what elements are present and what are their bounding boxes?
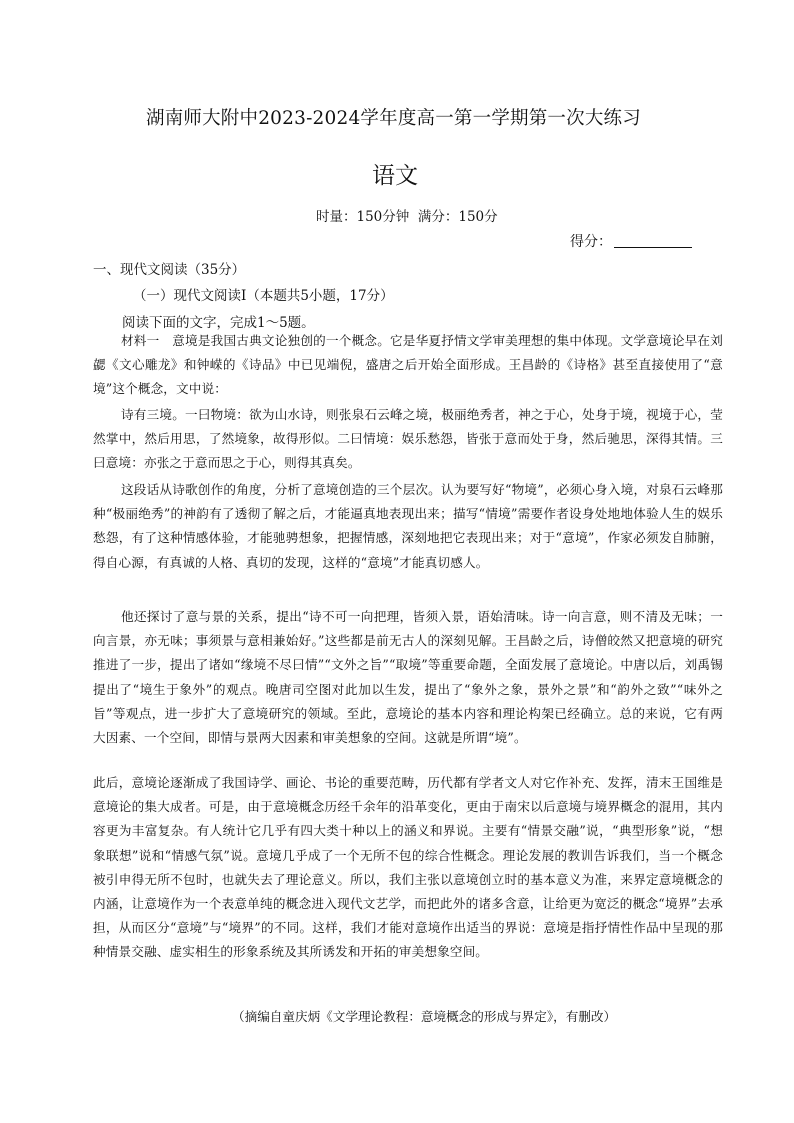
passage-paragraph-4: 他还探讨了意与景的关系，提出“诗不可一向把理，皆须入景，语始清味。诗一向言意，则不清及无味；一向言景，亦无味；事须景与意相兼始好。”这些都是前无古人的深刻见解。王昌龄之后，诗僧皎然又把意境的研究推进了一步，提出了诸如“缘境不尽曰情”“文外之旨”“取境”等重要命题，全面发展了意境论。中唐以后，刘禹锡提出了“境生于象外”的观点。晚唐司空图对此加以生发，提出了“象外之象，景外之景”和“韵外之致”“味外之旨”等观点，进一步扩大了意境研究的领域。至此，意境论的基本内容和理论构架已经确立。总的来说，它有两大因素、一个空间，即情与景两大因素和审美想象的空间。这就是所谓“境”。 — [93, 609, 723, 746]
reading-instruction: 阅读下面的文字，完成1～5题。 — [122, 315, 315, 331]
subsection-heading: （一）现代文阅读Ⅰ（本题共5小题，17分） — [133, 288, 394, 304]
score-field — [570, 231, 692, 251]
exam-title: 湖南师大附中2023-2024学年度高一第一学期第一次大练习 — [146, 108, 641, 129]
score-blank-line — [614, 233, 692, 248]
passage-source: （摘编自童庆炳《文学理论教程：意境概念的形成与界定》，有删改） — [232, 1009, 617, 1024]
passage-paragraph-3: 这段话从诗歌创作的角度，分析了意境创造的三个层次。认为要写好“物境”，必须心身入境，对泉石云峰那种“极丽绝秀”的神韵有了透彻了解之后，才能逼真地表现出来；描写“情境”需要作者设身处地地体验人生的娱乐愁怨，有了这种情感体验，才能驰骋想象，把握情感，深刻地把它表现出来；对于“意境”，作家必须发自肺腑，得自心源，有真诚的人格、真切的发现，这样的“意境”才能真切感人。 — [93, 482, 723, 570]
passage-paragraph-1: 材料一 意境是我国古典文论独创的一个概念。它是华夏抒情文学审美理想的集中体现。文学意境论早在刘勰《文心雕龙》和钟嵘的《诗品》中已见端倪，盛唐之后开始全面形成。王昌龄的《诗格》甚至直接使用了“意境”这个概念，文中说： — [93, 333, 723, 397]
score-label: 得分： — [570, 234, 612, 250]
passage-paragraph-5: 此后，意境论逐渐成了我国诗学、画论、书论的重要范畴，历代都有学者文人对它作补充、发挥，清末王国维是意境论的集大成者。可是，由于意境概念历经千余年的沿革变化，更由于南宋以后意境与境界概念的混用，其内容更为丰富复杂。有人统计它几乎有四大类十种以上的涵义和界说。主要有“情景交融”说，“典型形象”说，“想象联想”说和“情感气氛”说。意境几乎成了一个无所不包的综合性概念。理论发展的教训告诉我们，当一个概念被引申得无所不包时，也就失去了理论意义。所以，我们主张以意境创立时的基本意义为准，来界定意境概念的内涵，让意境作为一个表意单纯的概念进入现代文艺学，而把此外的诸多含意，让给更为宽泛的概念“境界”去承担，从而区分“意境”与“境界”的不同。这样，我们才能对意境作出适当的界说：意境是指抒情性作品中呈现的那种情景交融、虚实相生的形象系统及其所诱发和开拓的审美想象空间。 — [93, 775, 723, 960]
subject-title: 语文 — [372, 163, 418, 189]
section-heading: 一、现代文阅读（35分） — [93, 262, 246, 278]
passage-quote-paragraph: 诗有三境。一曰物境：欲为山水诗，则张泉石云峰之境，极丽绝秀者，神之于心，处身于境，视境于心，莹然掌中，然后用思，了然境象，故得形似。二曰情境：娱乐愁怨，皆张于意而处于身，然后驰思，深得其情。三曰意境：亦张之于意而思之于心，则得其真矣。 — [93, 407, 723, 471]
time-and-score-info: 时量：150分钟 满分：150分 — [316, 209, 498, 225]
